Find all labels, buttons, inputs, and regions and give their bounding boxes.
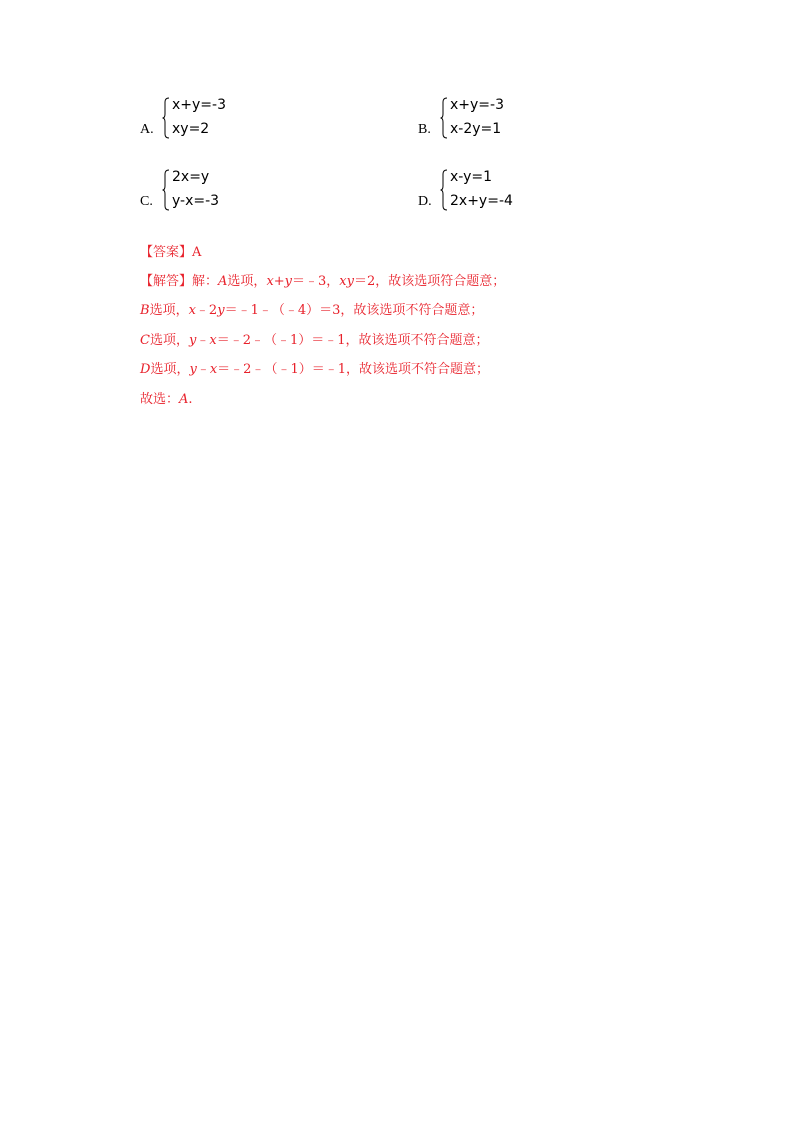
option-c [140, 169, 340, 219]
equation-line-1: x+y=-3 [450, 97, 504, 113]
option-a [140, 97, 340, 147]
answer-label: 【答案】 [140, 245, 193, 260]
expression-value: ＝﹣2﹣（﹣1）＝﹣1，故该选项不符合题意； [216, 333, 489, 348]
equation-line-2: x-2y=1 [450, 121, 502, 137]
option-variable: B [140, 303, 150, 318]
option-variable: D [140, 362, 151, 377]
left-brace-icon [162, 97, 170, 139]
variable-x: x [209, 362, 218, 377]
option-suffix: 选项， [149, 303, 189, 318]
variable-x: x [188, 303, 196, 318]
option-suffix: 选项， [227, 274, 267, 289]
answer-line [140, 245, 740, 261]
variable-y: y [188, 333, 197, 348]
expression-operator: ﹣ [196, 362, 210, 377]
equation-line-1: x+y=-3 [172, 97, 226, 113]
final-choice-line [140, 392, 740, 408]
expression-operator: ﹣ [196, 333, 210, 348]
left-brace-icon [162, 169, 170, 211]
equation-line-1: x-y=1 [450, 169, 493, 185]
expression-value: ＝2，故该选项符合题意； [353, 274, 506, 289]
variable-y: y [189, 362, 197, 377]
solution-line-b [140, 303, 740, 319]
solution-line-a [140, 274, 740, 290]
expression-value: ＝﹣3， [292, 274, 340, 289]
final-variable: A [179, 392, 189, 407]
variable-y: y [217, 303, 225, 318]
option-suffix: 选项， [150, 362, 190, 377]
equation-line-2: y-x=-3 [172, 193, 220, 209]
equation-line-1: 2x=y [172, 169, 210, 185]
final-period: . [188, 392, 193, 407]
solution-intro: 解： [192, 274, 219, 289]
option-letter: B. [418, 122, 431, 137]
option-letter: C. [140, 194, 153, 209]
expression-value: ＝﹣1﹣（﹣4）＝3，故该选项不符合题意； [224, 303, 484, 318]
expression: xy [339, 274, 354, 289]
option-d [418, 169, 618, 219]
expression-value: ＝﹣2﹣（﹣1）＝﹣1，故该选项不符合题意； [217, 362, 489, 377]
option-letter: A. [140, 122, 154, 137]
expression-operator: ﹣2 [195, 303, 218, 318]
option-suffix: 选项， [149, 333, 189, 348]
option-letter: D. [418, 194, 432, 209]
variable-x: x [209, 333, 217, 348]
equation-line-2: xy=2 [172, 121, 210, 137]
solution-line-c [140, 333, 740, 349]
solution-label: 【解答】 [140, 274, 193, 289]
final-prefix: 故选： [140, 392, 180, 407]
expression: x+y [266, 274, 293, 289]
solution-line-d [140, 362, 740, 378]
left-brace-icon [440, 169, 448, 211]
option-b [418, 97, 618, 147]
answer-value: A [192, 245, 202, 260]
equation-line-2: 2x+y=-4 [450, 193, 513, 209]
left-brace-icon [440, 97, 448, 139]
option-variable: A [218, 274, 228, 289]
option-variable: C [140, 333, 150, 348]
